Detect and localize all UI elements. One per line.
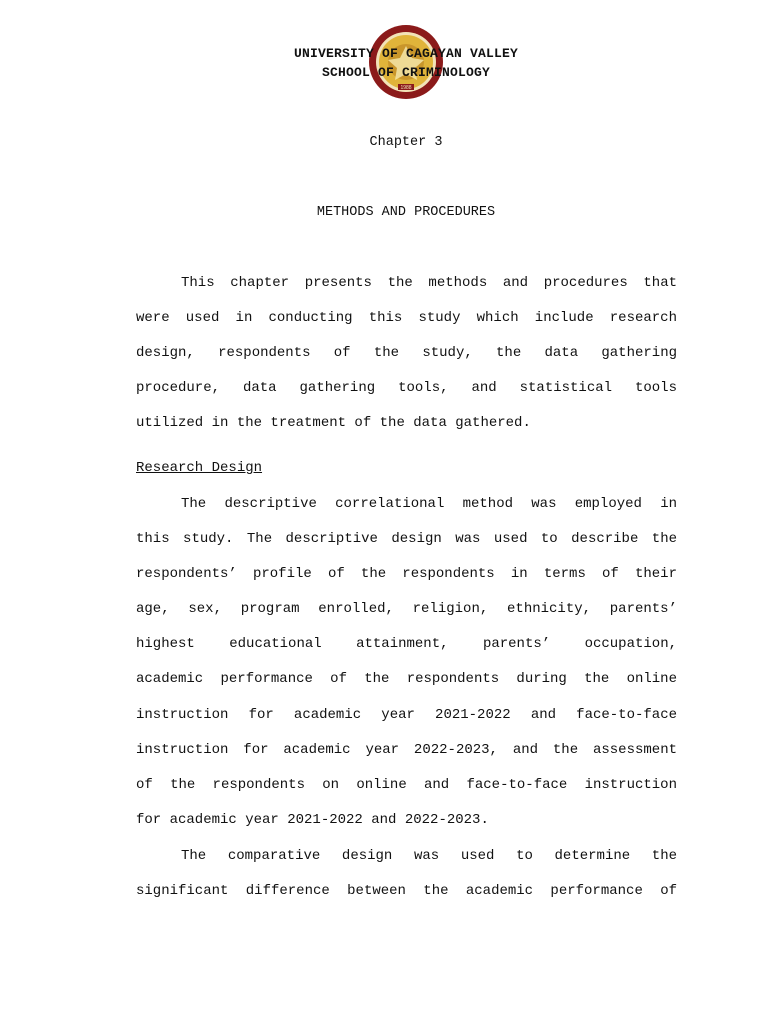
paragraph-line: procedure, data gathering tools, and statistical tools xyxy=(136,380,677,397)
paragraph-line: instruction for academic year 2021-2022 and face-to-face xyxy=(136,706,677,723)
paragraph-line: instruction for academic year 2022-2023, and the assessment xyxy=(136,741,677,758)
paragraph-line: academic performance of the respondents during the online xyxy=(136,671,677,688)
university-name: UNIVERSITY OF CAGAYAN VALLEY xyxy=(293,46,519,61)
research-design-paragraph xyxy=(136,487,677,838)
paragraph-line: were used in conducting this study which include research xyxy=(136,310,677,327)
paragraph-line: The comparative design was used to determine the xyxy=(181,848,677,864)
paragraph-line: highest educational attainment, parents’ occupation, xyxy=(136,636,677,653)
chapter-number: Chapter 3 xyxy=(369,135,443,150)
intro-paragraph xyxy=(136,266,677,441)
paragraph-line: This chapter presents the methods and procedures that xyxy=(181,275,677,291)
paragraph-line: significant difference between the academic performance of xyxy=(136,883,677,900)
paragraph-line: utilized in the treatment of the data gathered. xyxy=(136,415,531,432)
paragraph-line: respondents’ profile of the respondents in terms of their xyxy=(136,566,677,583)
paragraph-line: The descriptive correlational method was employed in xyxy=(181,496,677,512)
paragraph-line: for academic year 2021-2022 and 2022-2023. xyxy=(136,811,489,828)
section-heading-research-design: Research Design xyxy=(136,460,263,476)
paragraph-line: this study. The descriptive design was used to describe the xyxy=(136,531,677,548)
paragraph-line: of the respondents on online and face-to-face instruction xyxy=(136,776,677,793)
chapter-title: METHODS AND PROCEDURES xyxy=(316,205,496,220)
paragraph-line: design, respondents of the study, the data gathering xyxy=(136,345,677,362)
comparative-design-paragraph xyxy=(136,839,677,909)
school-name: SCHOOL OF CRIMINOLOGY xyxy=(321,65,491,80)
university-seal-logo xyxy=(368,24,444,100)
paragraph-line: age, sex, program enrolled, religion, ethnicity, parents’ xyxy=(136,601,677,618)
seal-year: 1988 xyxy=(400,85,412,91)
